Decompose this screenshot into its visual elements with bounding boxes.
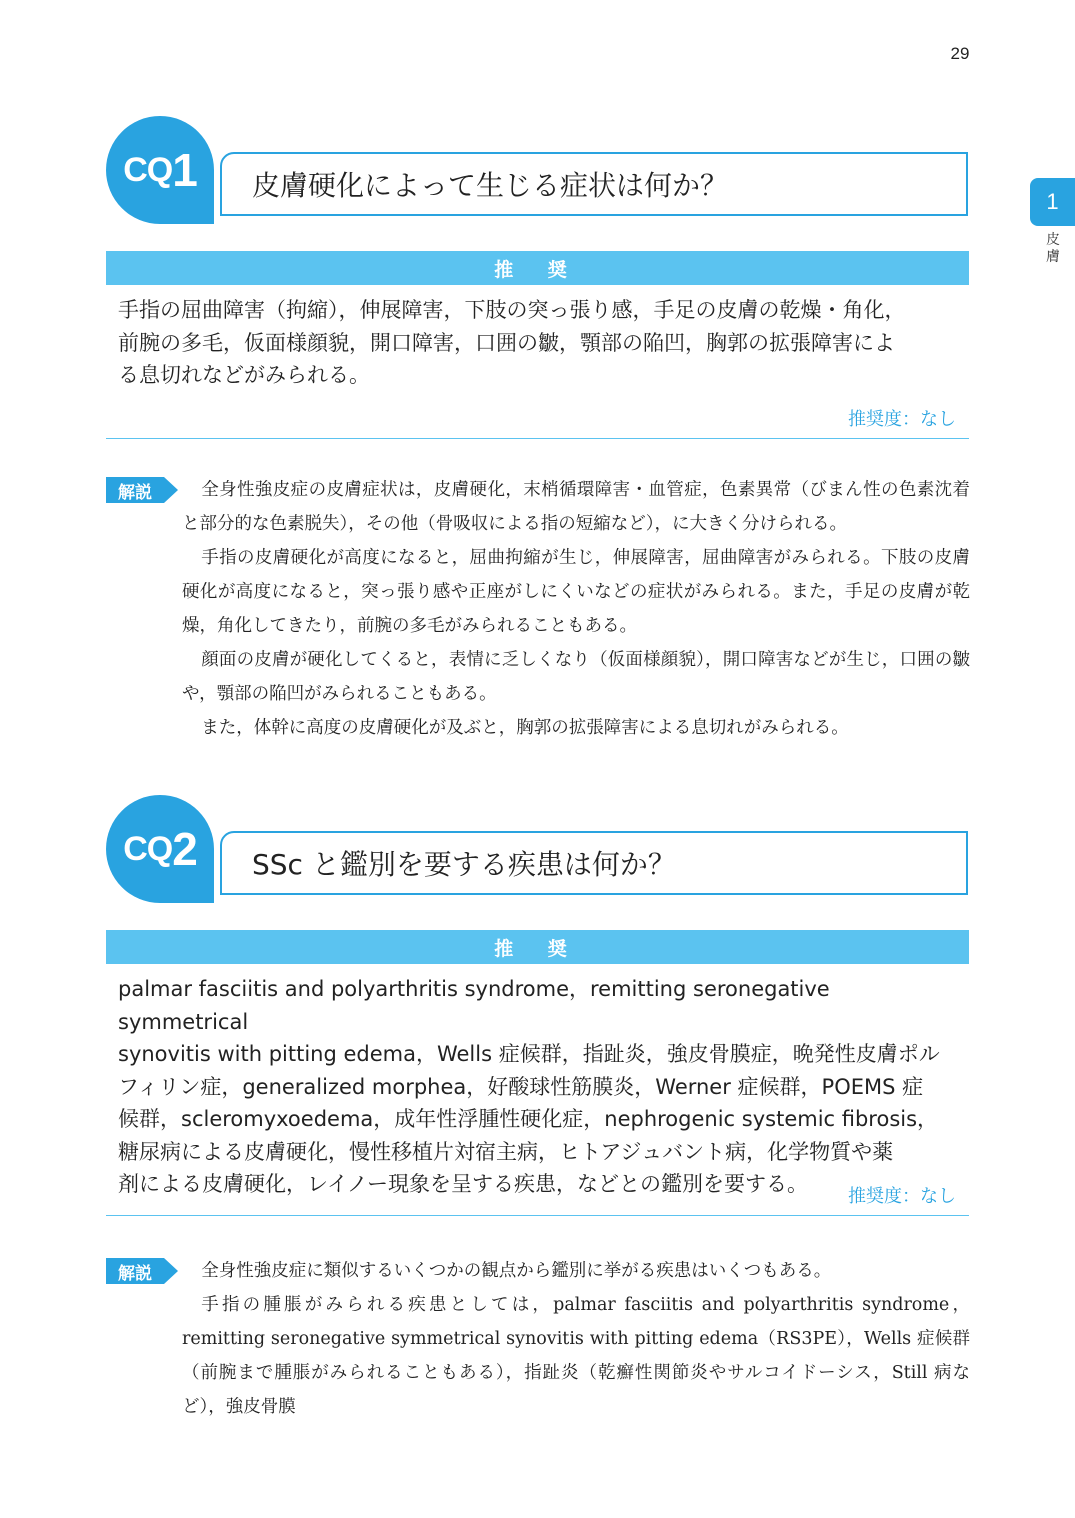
cq1-commentary-paragraph: 顔面の皮膚が硬化してくると，表情に乏しくなり（仮面様顔貌），開口障害などが生じ，口囲の皺や，顎部の陥凹がみられることもある。 [182, 650, 970, 704]
cq1-question: 皮膚硬化によって生じる症状は何か？ [220, 152, 968, 216]
arrow-icon [164, 477, 178, 503]
cq1-commentary [182, 473, 970, 745]
cq2-recommendation-line: palmar fasciitis and polyarthritis syndrome，remitting seronegative symmetrical [118, 977, 830, 1034]
cq2-recommendation-line: synovitis with pitting edema，Wells 症候群，指趾炎，強皮骨膜症，晩発性皮膚ポル [118, 1042, 940, 1066]
page-number: 29 [950, 44, 970, 63]
cq2-recommendation-header: 推 奨 [106, 930, 969, 964]
cq1-commentary-label [106, 477, 182, 503]
arrow-icon [164, 1258, 178, 1284]
cq1-recommendation [118, 294, 963, 392]
cq2-commentary [182, 1254, 970, 1424]
cq1-grade: 推奨度：なし [848, 409, 956, 430]
cq2-commentary-paragraph: 全身性強皮症に類似するいくつかの観点から鑑別に挙がる疾患はいくつもある。 [201, 1261, 832, 1281]
cq1-recommendation-line: る息切れなどがみられる。 [118, 363, 370, 387]
cq2-number: 2 [172, 823, 197, 875]
chapter-label: 皮膚 [1046, 232, 1060, 265]
cq1-recommendation-header: 推 奨 [106, 251, 969, 285]
cq1-recommendation-line: 手指の屈曲障害（拘縮），伸展障害，下肢の突っ張り感，手足の皮膚の乾燥・角化， [118, 298, 906, 322]
cq2-header [106, 795, 970, 905]
cq1-header [106, 116, 970, 226]
cq2-grade: 推奨度：なし [848, 1186, 956, 1207]
cq1-divider [106, 438, 969, 439]
chapter-tab[interactable]: 1 [1030, 178, 1075, 226]
cq1-prefix: CQ [123, 150, 173, 189]
cq1-commentary-paragraph: 全身性強皮症の皮膚症状は，皮膚硬化，末梢循環障害・血管症，色素異常（びまん性の色素沈着と部分的な色素脱失），その他（骨吸収による指の短縮など），に大きく分けられる。 [182, 480, 970, 534]
cq2-recommendation-line: 候群，scleromyxoedema，成年性浮腫性硬化症，nephrogenic systemic fibrosis， [118, 1107, 939, 1131]
cq2-prefix: CQ [123, 829, 173, 868]
commentary-tag: 解説 [106, 1258, 164, 1284]
cq2-divider [106, 1215, 969, 1216]
cq1-badge [106, 116, 214, 224]
cq2-recommendation-line: 剤による皮膚硬化，レイノー現象を呈する疾患，などとの鑑別を要する。 [118, 1172, 809, 1196]
cq2-commentary-paragraph: 手指の腫脹がみられる疾患としては，palmar fasciitis and polyarthritis syndrome，remitting seronegative symmetrical synovitis with pitting edema（RS3PE），Wells 症候群（前腕まで腫脹がみられることもある），指趾炎（乾癬性関節炎やサルコイドーシス，Still 病など），強皮骨膜 [182, 1295, 970, 1417]
cq2-recommendation-line: 糖尿病による皮膚硬化，慢性移植片対宿主病，ヒトアジュバント病，化学物質や薬 [118, 1139, 894, 1164]
cq2-badge [106, 795, 214, 903]
cq1-recommendation-line: 前腕の多毛，仮面様顔貌，開口障害，口囲の皺，顎部の陥凹，胸郭の拡張障害によ [118, 330, 895, 355]
cq2-commentary-label [106, 1258, 182, 1284]
cq1-commentary-paragraph: また，体幹に高度の皮膚硬化が及ぶと，胸郭の拡張障害による息切れがみられる。 [201, 718, 849, 738]
cq2-recommendation [118, 973, 963, 1201]
commentary-tag: 解説 [106, 477, 164, 503]
cq2-question: SSc と鑑別を要する疾患は何か？ [220, 831, 968, 895]
cq2-recommendation-line: フィリン症，generalized morphea，好酸球性筋膜炎，Werner 症候群，POEMS 症 [118, 1074, 924, 1099]
cq1-commentary-paragraph: 手指の皮膚硬化が高度になると，屈曲拘縮が生じ，伸展障害，屈曲障害がみられる。下肢の皮膚硬化が高度になると，突っ張り感や正座がしにくいなどの症状がみられる。また，手足の皮膚が乾燥，角化してきたり，前腕の多毛がみられることもある。 [182, 548, 970, 636]
cq1-number: 1 [172, 144, 197, 196]
